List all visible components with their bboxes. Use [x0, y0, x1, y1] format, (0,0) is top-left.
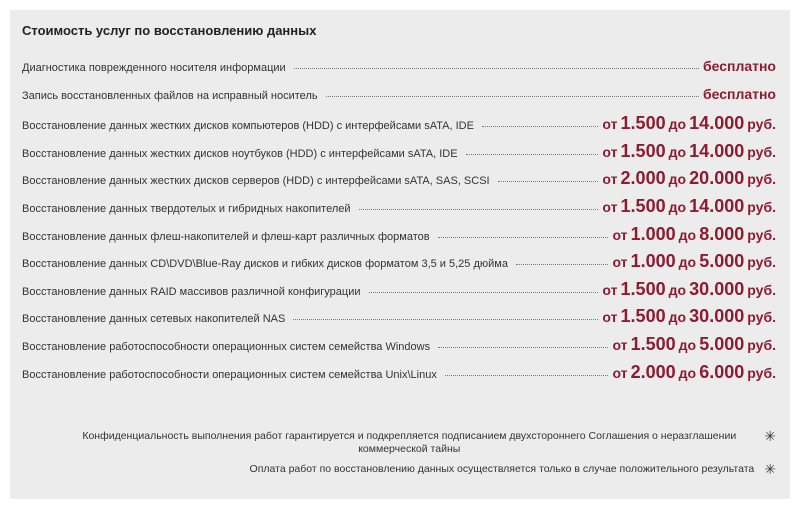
- service-name: Восстановление данных CD\DVD\Blue-Ray дисков и гибких дисков форматом 3,5 и 5,25 дюйма: [22, 258, 508, 271]
- price-list-title: Стоимость услуг по восстановлению данных: [22, 23, 317, 38]
- service-row: [22, 279, 776, 307]
- price-from-word: от: [602, 143, 618, 160]
- price-to-word: до: [668, 198, 687, 215]
- price-from-value: 2.000: [620, 168, 666, 189]
- service-row: [22, 306, 776, 334]
- price-from-value: 1.500: [620, 140, 666, 161]
- price-to-value: 5.000: [699, 251, 745, 272]
- service-price: [612, 224, 776, 245]
- price-to-word: до: [678, 364, 697, 381]
- dot-leader: [466, 154, 599, 155]
- service-price: [602, 113, 776, 134]
- price-from-value: 1.500: [620, 195, 666, 216]
- service-price: [703, 58, 776, 74]
- service-row: [22, 224, 776, 252]
- price-to-value: 14.000: [689, 113, 745, 134]
- service-row: [22, 251, 776, 279]
- service-name: Восстановление данных твердотелых и гибридных накопителей: [22, 202, 351, 215]
- price-to-word: до: [678, 336, 697, 353]
- price-currency: руб.: [747, 116, 776, 133]
- footnote-text: Конфиденциальность выполнения работ гарантируется и подкрепляется подписанием двухстороннего Соглашения о неразглашении коммерческой тайны: [82, 430, 737, 455]
- price-from-value: 1.000: [630, 251, 676, 272]
- price-from-word: от: [612, 254, 628, 271]
- dot-leader: [498, 181, 599, 182]
- dot-leader: [294, 68, 699, 69]
- service-price: [602, 141, 776, 162]
- price-from-word: от: [612, 226, 628, 243]
- price-to-word: до: [668, 171, 687, 188]
- price-currency: руб.: [747, 364, 776, 381]
- service-price: [703, 86, 776, 102]
- price-from-value: 1.500: [620, 306, 666, 327]
- price-to-word: до: [668, 309, 687, 326]
- service-price: [612, 334, 776, 355]
- price-to-value: 30.000: [689, 306, 745, 327]
- service-name: Восстановление данных флеш-накопителей и флеш-карт различных форматов: [22, 230, 430, 243]
- service-name: Восстановление работоспособности операционных систем семейства Unix\Linux: [22, 368, 437, 381]
- dot-leader: [516, 264, 608, 265]
- service-row: [22, 141, 776, 169]
- price-free: бесплатно: [702, 85, 776, 102]
- service-name: Восстановление данных жестких дисков ноутбуков (HDD) с интерфейсами sATA, IDE: [22, 147, 458, 160]
- dot-leader: [369, 292, 599, 293]
- service-name: Запись восстановленных файлов на исправный носитель: [22, 89, 318, 102]
- price-to-value: 5.000: [699, 333, 745, 354]
- service-row: [22, 196, 776, 224]
- service-name: Восстановление данных сетевых накопителей NAS: [22, 313, 286, 326]
- service-row: [22, 113, 776, 141]
- price-from-word: от: [602, 116, 618, 133]
- service-row: [22, 58, 776, 86]
- service-list: [22, 58, 776, 389]
- service-price: [612, 362, 776, 383]
- service-name: Диагностика поврежденного носителя информации: [22, 62, 286, 74]
- price-from-value: 1.000: [630, 223, 676, 244]
- dot-leader: [438, 347, 608, 348]
- price-from-value: 1.500: [630, 333, 676, 354]
- price-from-word: от: [602, 281, 618, 298]
- price-to-word: до: [678, 254, 697, 271]
- price-to-value: 8.000: [699, 223, 745, 244]
- price-currency: руб.: [747, 198, 776, 215]
- price-currency: руб.: [747, 226, 776, 243]
- dot-leader: [359, 209, 599, 210]
- service-price: [612, 251, 776, 272]
- footnote: [56, 463, 776, 476]
- service-price: [602, 168, 776, 189]
- service-name: Восстановление работоспособности операционных систем семейства Windows: [22, 340, 431, 353]
- price-currency: руб.: [747, 143, 776, 160]
- dot-leader: [293, 319, 598, 320]
- dot-leader: [482, 126, 599, 127]
- dot-leader: [445, 375, 609, 376]
- price-to-value: 14.000: [689, 195, 745, 216]
- price-from-word: от: [612, 364, 628, 381]
- notes-section: [56, 430, 776, 483]
- price-to-word: до: [668, 143, 687, 160]
- dot-leader: [438, 237, 609, 238]
- price-from-word: от: [602, 198, 618, 215]
- price-free: бесплатно: [702, 58, 776, 74]
- price-from-value: 1.500: [620, 278, 666, 299]
- price-currency: руб.: [747, 254, 776, 271]
- price-list-panel: [10, 10, 790, 499]
- service-name: Восстановление данных жестких дисков компьютеров (HDD) с интерфейсами sATA, IDE: [22, 120, 474, 133]
- price-to-word: до: [668, 116, 687, 133]
- service-row: [22, 334, 776, 362]
- asterisk-icon: ✳: [764, 428, 776, 444]
- service-price: [602, 279, 776, 300]
- price-currency: руб.: [747, 336, 776, 353]
- service-row: [22, 362, 776, 390]
- price-from-value: 2.000: [630, 361, 676, 382]
- service-row: [22, 86, 776, 114]
- price-from-value: 1.500: [620, 113, 666, 134]
- service-name: Восстановление данных жестких дисков серверов (HDD) с интерфейсами sATA, SAS, SCSI: [22, 175, 490, 188]
- price-to-value: 14.000: [689, 140, 745, 161]
- dot-leader: [326, 96, 699, 97]
- price-from-word: от: [602, 171, 618, 188]
- price-currency: руб.: [747, 171, 776, 188]
- service-row: [22, 168, 776, 196]
- footnote-text: Оплата работ по восстановлению данных осуществляется только в случае положительного результата: [249, 463, 755, 475]
- price-currency: руб.: [747, 309, 776, 326]
- service-price: [602, 306, 776, 327]
- footnote: [56, 430, 776, 456]
- price-to-word: до: [678, 226, 697, 243]
- price-currency: руб.: [747, 281, 776, 298]
- service-price: [602, 196, 776, 217]
- price-to-word: до: [668, 281, 687, 298]
- price-to-value: 6.000: [699, 361, 745, 382]
- asterisk-icon: ✳: [764, 461, 776, 477]
- price-to-value: 20.000: [689, 168, 745, 189]
- service-name: Восстановление данных RAID массивов различной конфигурации: [22, 285, 361, 298]
- price-from-word: от: [612, 336, 628, 353]
- price-from-word: от: [602, 309, 618, 326]
- price-to-value: 30.000: [689, 278, 745, 299]
